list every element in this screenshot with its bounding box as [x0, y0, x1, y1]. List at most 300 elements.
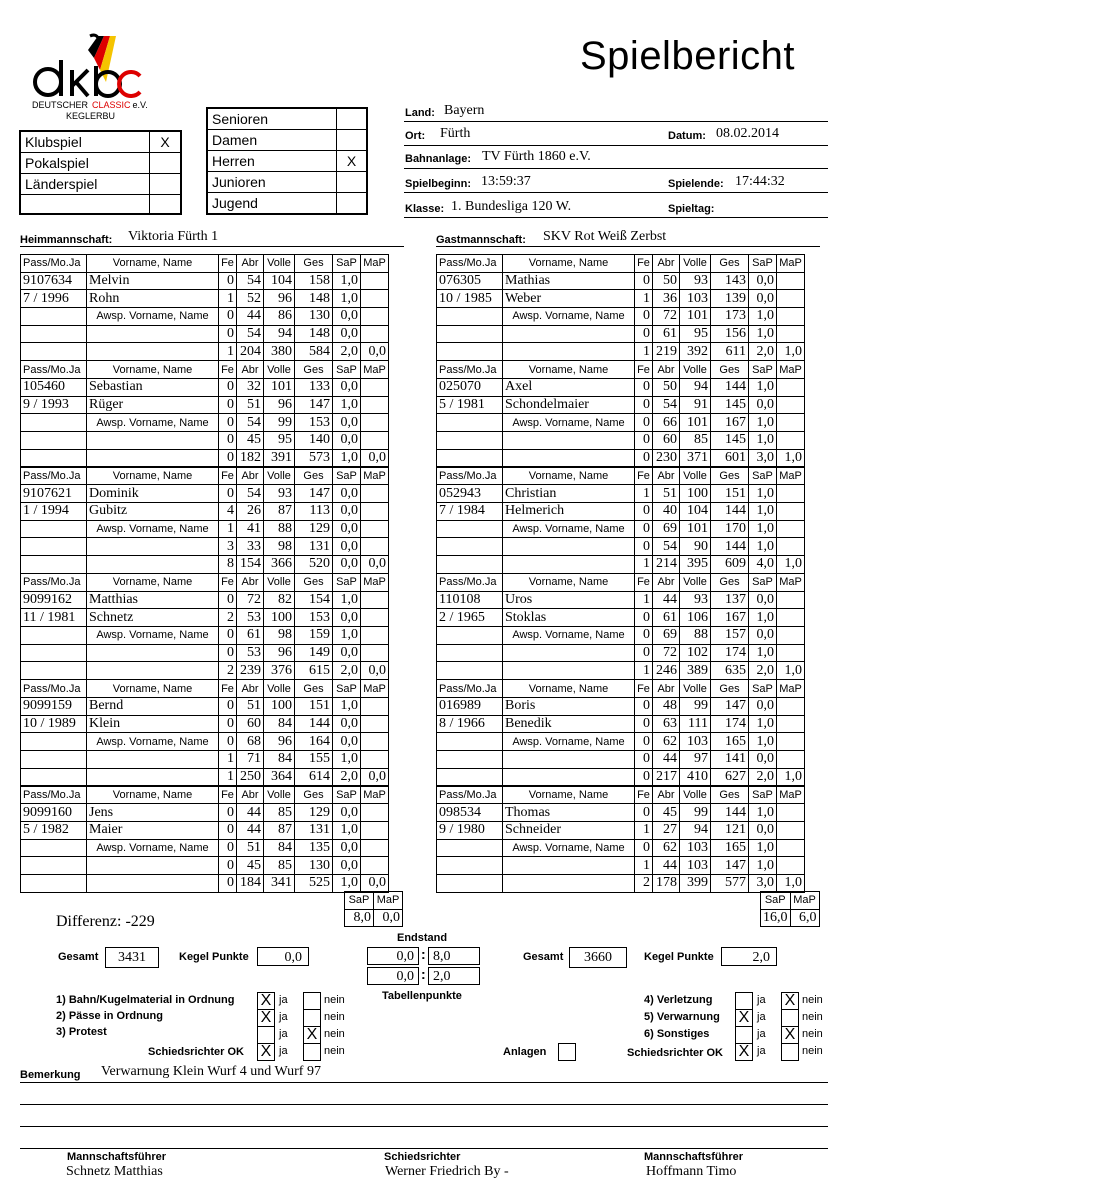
- ges-value: 635: [711, 662, 749, 680]
- player-first-name: Boris: [503, 697, 635, 715]
- ges-value: 147: [711, 697, 749, 715]
- spieltag-label: Spieltag:: [668, 203, 715, 215]
- sap-value: 0,0: [749, 591, 777, 609]
- ja-label: ja: [757, 1028, 766, 1040]
- abr-value: 45: [237, 432, 264, 450]
- volle-value: 96: [264, 733, 295, 751]
- sap-value: 1,0: [749, 520, 777, 538]
- fe-value: 2: [219, 662, 237, 680]
- column-header: MaP: [777, 361, 805, 379]
- ges-value: 137: [711, 591, 749, 609]
- check-nein-box[interactable]: X: [303, 1026, 321, 1044]
- mf2-label: Mannschaftsführer: [644, 1151, 744, 1163]
- ges-value: 129: [295, 520, 333, 538]
- volle-value: 410: [680, 768, 711, 786]
- sap-value: 0,0: [749, 396, 777, 414]
- sum-map-header: MaP: [790, 892, 819, 910]
- volle-value: 96: [264, 396, 295, 414]
- fe-value: 3: [219, 538, 237, 556]
- volle-value: 86: [264, 308, 295, 326]
- empty-cell: [21, 874, 87, 892]
- birth-month-year: 9 / 1993: [21, 396, 87, 414]
- column-header: Vorname, Name: [87, 467, 219, 485]
- empty-cell: [777, 626, 805, 644]
- check-label: 5) Verwarnung: [644, 1011, 720, 1023]
- column-header: Vorname, Name: [503, 255, 635, 273]
- volle-value: 94: [264, 325, 295, 343]
- ges-value: 165: [711, 839, 749, 857]
- column-header: Volle: [264, 361, 295, 379]
- schiri-ok-ja-box[interactable]: X: [735, 1043, 753, 1061]
- empty-cell: [21, 662, 87, 680]
- column-header: MaP: [361, 467, 389, 485]
- category-mark: [337, 172, 368, 193]
- map-value: 1,0: [777, 874, 805, 892]
- differenz: Differenz: -229: [56, 913, 155, 930]
- abr-value: 45: [653, 804, 680, 822]
- bemerkung-rule: [20, 1082, 828, 1083]
- player-last-name: Schneider: [503, 821, 635, 839]
- table-row: [21, 538, 389, 556]
- player-last-name: Stoklas: [503, 609, 635, 627]
- player-first-name: Sebastian: [87, 378, 219, 396]
- sap-value: 1,0: [749, 308, 777, 326]
- check-label: 4) Verletzung: [644, 994, 713, 1006]
- sap-value: 0,0: [333, 644, 361, 662]
- volle-value: 102: [680, 644, 711, 662]
- check-ja-box[interactable]: [735, 1026, 753, 1044]
- ges-value: 144: [711, 378, 749, 396]
- sap-value: 1,0: [749, 538, 777, 556]
- table-header-row: [21, 255, 389, 273]
- bahnanlage-label: Bahnanlage:: [405, 153, 472, 165]
- datum-label: Datum:: [668, 130, 706, 142]
- empty-cell: [777, 697, 805, 715]
- empty-cell: [503, 556, 635, 574]
- sap-value: 1,0: [333, 290, 361, 308]
- land-rule: [404, 121, 828, 122]
- column-header: Volle: [264, 680, 295, 698]
- volle-value: 100: [264, 697, 295, 715]
- fe-value: 0: [635, 378, 653, 396]
- empty-cell: [777, 378, 805, 396]
- pass-number: 9099160: [21, 804, 87, 822]
- column-header: Abr: [237, 255, 264, 273]
- abr-value: 217: [653, 768, 680, 786]
- empty-cell: [21, 768, 87, 786]
- ges-value: 577: [711, 874, 749, 892]
- fe-value: 0: [219, 449, 237, 467]
- table-row: [437, 821, 805, 839]
- map-value: 0,0: [361, 343, 389, 361]
- nein-label: nein: [324, 1028, 345, 1040]
- fe-value: 0: [635, 768, 653, 786]
- player-first-name: Axel: [503, 378, 635, 396]
- schiri-ok-nein-box[interactable]: [303, 1043, 321, 1061]
- column-header: Volle: [264, 467, 295, 485]
- sap-value: 1,0: [333, 591, 361, 609]
- home-gesamt-value: 3431: [105, 947, 159, 968]
- sap-value: 1,0: [749, 432, 777, 450]
- klasse-rule: [404, 217, 828, 218]
- empty-cell: [361, 325, 389, 343]
- player-total-row: [21, 449, 389, 467]
- empty-cell: [777, 520, 805, 538]
- table-header-row: [437, 255, 805, 273]
- column-header: Vorname, Name: [87, 361, 219, 379]
- column-header: Ges: [711, 361, 749, 379]
- column-header: SaP: [749, 467, 777, 485]
- sap-value: 1,0: [749, 485, 777, 503]
- volle-value: 85: [264, 857, 295, 875]
- player-table: [436, 360, 805, 467]
- birth-month-year: 11 / 1981: [21, 609, 87, 627]
- mf1-name: Schnetz Matthias: [66, 1164, 163, 1179]
- schiri-ok-ja-box[interactable]: X: [257, 1043, 275, 1061]
- column-header: Pass/Mo.Ja: [21, 361, 87, 379]
- column-header: Ges: [711, 786, 749, 804]
- column-header: Vorname, Name: [87, 680, 219, 698]
- empty-cell: [437, 556, 503, 574]
- map-value: 0,0: [361, 662, 389, 680]
- volle-value: 103: [680, 839, 711, 857]
- table-row: [437, 591, 805, 609]
- sap-value: 1,0: [749, 644, 777, 662]
- sap-value: 0,0: [333, 556, 361, 574]
- empty-cell: [361, 396, 389, 414]
- fe-value: 2: [219, 609, 237, 627]
- birth-month-year: 2 / 1965: [437, 609, 503, 627]
- empty-cell: [361, 520, 389, 538]
- abr-value: 52: [237, 290, 264, 308]
- sap-value: 0,0: [333, 414, 361, 432]
- volle-value: 94: [680, 378, 711, 396]
- ges-value: 147: [711, 857, 749, 875]
- match-type-box: [19, 130, 182, 215]
- fe-value: 1: [219, 520, 237, 538]
- abr-value: 36: [653, 290, 680, 308]
- empty-cell: [503, 644, 635, 662]
- sap-value: 0,0: [333, 485, 361, 503]
- empty-cell: [361, 821, 389, 839]
- column-header: Abr: [653, 573, 680, 591]
- abr-value: 51: [237, 396, 264, 414]
- column-header: Abr: [653, 255, 680, 273]
- empty-cell: [21, 449, 87, 467]
- empty-cell: [87, 857, 219, 875]
- schiri-ok-nein-box[interactable]: [781, 1043, 799, 1061]
- fe-value: 0: [635, 538, 653, 556]
- table-row: [21, 290, 389, 308]
- guest-sum-sap: 16,0: [761, 909, 791, 927]
- home-team-name: Viktoria Fürth 1: [128, 229, 219, 244]
- column-header: SaP: [333, 361, 361, 379]
- column-header: MaP: [777, 680, 805, 698]
- abr-value: 51: [653, 485, 680, 503]
- ges-value: 153: [295, 609, 333, 627]
- column-header: Vorname, Name: [87, 255, 219, 273]
- fe-value: 1: [635, 591, 653, 609]
- category-mark: [337, 193, 368, 215]
- table-row: [21, 414, 389, 432]
- volle-value: 90: [680, 538, 711, 556]
- fe-value: 0: [219, 396, 237, 414]
- nein-label: nein: [324, 1045, 345, 1057]
- sap-value: 0,0: [749, 272, 777, 290]
- abr-value: 62: [653, 839, 680, 857]
- land-label: Land:: [405, 107, 435, 119]
- check-nein-box[interactable]: [781, 1009, 799, 1027]
- table-row: [437, 414, 805, 432]
- empty-cell: [777, 821, 805, 839]
- empty-cell: [87, 874, 219, 892]
- column-header: Pass/Mo.Ja: [437, 786, 503, 804]
- sap-value: 4,0: [749, 556, 777, 574]
- column-header: Volle: [680, 255, 711, 273]
- endstand-b2: 2,0: [428, 967, 480, 985]
- sap-value: 1,0: [333, 750, 361, 768]
- empty-cell: [361, 308, 389, 326]
- empty-cell: [437, 768, 503, 786]
- player-total-row: [437, 768, 805, 786]
- volle-value: 84: [264, 750, 295, 768]
- abr-value: 71: [237, 750, 264, 768]
- fe-value: 4: [219, 502, 237, 520]
- fe-value: 8: [219, 556, 237, 574]
- fe-value: 0: [635, 520, 653, 538]
- fe-value: 0: [635, 750, 653, 768]
- ges-value: 139: [711, 290, 749, 308]
- pass-number: 098534: [437, 804, 503, 822]
- endstand-b1: 8,0: [428, 947, 480, 965]
- empty-cell: [87, 662, 219, 680]
- table-header-row: [437, 361, 805, 379]
- table-header-row: [21, 786, 389, 804]
- sap-value: 0,0: [333, 804, 361, 822]
- sap-value: 1,0: [333, 449, 361, 467]
- table-row: [21, 857, 389, 875]
- map-value: 1,0: [777, 343, 805, 361]
- sap-value: 1,0: [749, 325, 777, 343]
- column-header: Pass/Mo.Ja: [437, 361, 503, 379]
- map-value: 0,0: [361, 449, 389, 467]
- ges-value: 611: [711, 343, 749, 361]
- table-row: [437, 609, 805, 627]
- volle-value: 100: [680, 485, 711, 503]
- abr-value: 54: [653, 396, 680, 414]
- fe-value: 0: [219, 804, 237, 822]
- sap-value: 0,0: [333, 857, 361, 875]
- birth-month-year: 7 / 1984: [437, 502, 503, 520]
- column-header: SaP: [333, 255, 361, 273]
- abr-value: 53: [237, 644, 264, 662]
- empty-cell: [21, 343, 87, 361]
- ges-value: 151: [711, 485, 749, 503]
- fe-value: 0: [635, 626, 653, 644]
- empty-cell: [87, 768, 219, 786]
- check-ja-box[interactable]: [257, 1026, 275, 1044]
- empty-cell: [87, 750, 219, 768]
- abr-value: 204: [237, 343, 264, 361]
- column-header: Fe: [635, 467, 653, 485]
- player-total-row: [437, 556, 805, 574]
- category-mark: [337, 108, 368, 130]
- birth-month-year: 5 / 1982: [21, 821, 87, 839]
- klasse-value: 1. Bundesliga 120 W.: [451, 199, 572, 214]
- volle-value: 99: [680, 804, 711, 822]
- column-header: Abr: [237, 573, 264, 591]
- table-row: [21, 626, 389, 644]
- column-header: MaP: [777, 255, 805, 273]
- column-header: Ges: [295, 255, 333, 273]
- category-label: Junioren: [207, 172, 337, 193]
- column-header: Vorname, Name: [503, 786, 635, 804]
- ges-value: 133: [295, 378, 333, 396]
- table-row: [437, 502, 805, 520]
- sap-value: 1,0: [333, 272, 361, 290]
- match-type-label: Klubspiel: [20, 131, 150, 153]
- fe-value: 1: [635, 290, 653, 308]
- fe-value: 1: [635, 485, 653, 503]
- sap-value: 1,0: [749, 857, 777, 875]
- ges-value: 113: [295, 502, 333, 520]
- match-type-mark: [150, 195, 182, 215]
- table-row: [437, 626, 805, 644]
- table-row: [437, 715, 805, 733]
- ges-value: 525: [295, 874, 333, 892]
- endstand-colon: :: [421, 966, 426, 982]
- column-header: Vorname, Name: [503, 680, 635, 698]
- empty-cell: [503, 750, 635, 768]
- player-total-row: [437, 343, 805, 361]
- table-row: [437, 485, 805, 503]
- guest-kegel-value: 2,0: [721, 947, 777, 966]
- ges-value: 520: [295, 556, 333, 574]
- schiri-ok-label: Schiedsrichter OK: [148, 1046, 244, 1058]
- column-header: SaP: [333, 467, 361, 485]
- column-header: Fe: [219, 573, 237, 591]
- map-value: 0,0: [361, 556, 389, 574]
- ges-value: 144: [711, 502, 749, 520]
- player-table: [20, 573, 389, 680]
- empty-cell: [437, 449, 503, 467]
- check-nein-box[interactable]: [303, 1009, 321, 1027]
- ges-value: 170: [711, 520, 749, 538]
- volle-value: 100: [264, 609, 295, 627]
- empty-cell: [777, 538, 805, 556]
- sap-value: 0,0: [333, 308, 361, 326]
- column-header: Volle: [264, 786, 295, 804]
- player-last-name: Helmerich: [503, 502, 635, 520]
- check-ja-box[interactable]: X: [735, 1009, 753, 1027]
- ges-value: 144: [711, 804, 749, 822]
- empty-cell: [777, 485, 805, 503]
- home-kegel-label: Kegel Punkte: [179, 951, 249, 963]
- volle-value: 88: [680, 626, 711, 644]
- volle-value: 99: [264, 414, 295, 432]
- fe-value: 0: [219, 272, 237, 290]
- substitute-label: Awsp. Vorname, Name: [87, 626, 219, 644]
- abr-value: 61: [237, 626, 264, 644]
- ges-value: 130: [295, 308, 333, 326]
- sap-value: 1,0: [749, 378, 777, 396]
- sap-value: 1,0: [749, 733, 777, 751]
- table-row: [21, 697, 389, 715]
- guest-team-rule: [436, 246, 820, 247]
- table-row: [21, 591, 389, 609]
- check-nein-box[interactable]: X: [781, 992, 799, 1010]
- table-header-row: [21, 467, 389, 485]
- volle-value: 391: [264, 449, 295, 467]
- ges-value: 143: [711, 272, 749, 290]
- table-row: [21, 485, 389, 503]
- sap-value: 0,0: [749, 626, 777, 644]
- category-label: Damen: [207, 130, 337, 151]
- column-header: Abr: [237, 467, 264, 485]
- check-ja-box[interactable]: X: [257, 1009, 275, 1027]
- empty-cell: [437, 874, 503, 892]
- volle-value: 101: [680, 414, 711, 432]
- sap-value: 1,0: [333, 874, 361, 892]
- empty-cell: [21, 432, 87, 450]
- mf1-label: Mannschaftsführer: [67, 1151, 167, 1163]
- ort-label: Ort:: [405, 130, 426, 142]
- column-header: Abr: [653, 786, 680, 804]
- dkbc-logo: [28, 30, 158, 126]
- check-nein-box[interactable]: [303, 992, 321, 1010]
- fe-value: 0: [219, 715, 237, 733]
- player-last-name: Weber: [503, 290, 635, 308]
- column-header: MaP: [777, 467, 805, 485]
- pass-number: 9099159: [21, 697, 87, 715]
- fe-value: 2: [635, 874, 653, 892]
- check-nein-box[interactable]: X: [781, 1026, 799, 1044]
- abr-value: 60: [653, 432, 680, 450]
- volle-value: 364: [264, 768, 295, 786]
- volle-value: 98: [264, 626, 295, 644]
- empty-cell: [503, 343, 635, 361]
- sap-value: 0,0: [333, 502, 361, 520]
- birth-month-year: 5 / 1981: [437, 396, 503, 414]
- bemerkung-label: Bemerkung: [20, 1069, 81, 1081]
- check-ja-box[interactable]: X: [257, 992, 275, 1010]
- substitute-label: Awsp. Vorname, Name: [87, 733, 219, 751]
- volle-value: 98: [264, 538, 295, 556]
- category-label: Herren: [207, 151, 337, 172]
- check-label: 1) Bahn/Kugelmaterial in Ordnung: [56, 994, 235, 1006]
- ges-value: 145: [711, 396, 749, 414]
- sap-value: 0,0: [333, 325, 361, 343]
- table-row: [21, 609, 389, 627]
- player-first-name: Melvin: [87, 272, 219, 290]
- abr-value: 40: [653, 502, 680, 520]
- anlagen-box[interactable]: [558, 1043, 576, 1061]
- check-ja-box[interactable]: [735, 992, 753, 1010]
- ges-value: 615: [295, 662, 333, 680]
- empty-cell: [361, 414, 389, 432]
- empty-cell: [361, 290, 389, 308]
- match-type-label: Pokalspiel: [20, 153, 150, 174]
- category-label: Jugend: [207, 193, 337, 215]
- birth-month-year: 10 / 1989: [21, 715, 87, 733]
- abr-value: 62: [653, 733, 680, 751]
- substitute-label: Awsp. Vorname, Name: [503, 733, 635, 751]
- column-header: Vorname, Name: [87, 573, 219, 591]
- table-row: [21, 502, 389, 520]
- player-table: [436, 254, 805, 361]
- birth-month-year: 9 / 1980: [437, 821, 503, 839]
- volle-value: 104: [264, 272, 295, 290]
